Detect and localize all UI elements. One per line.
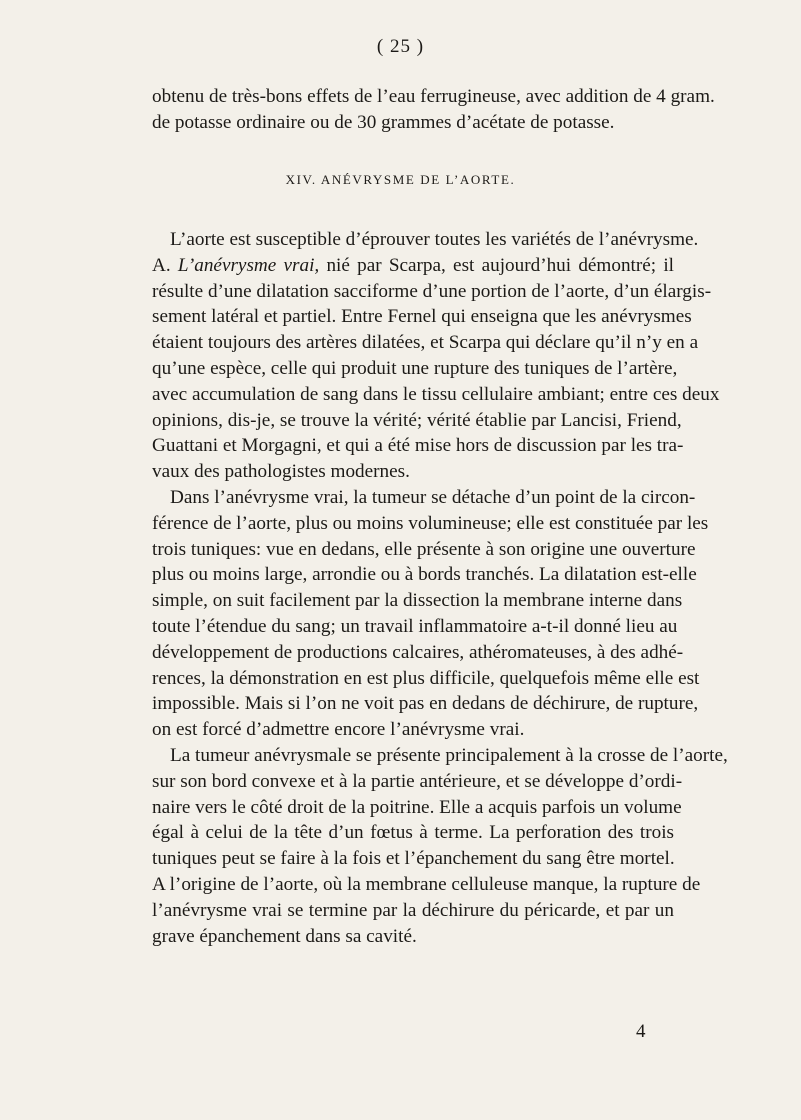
intro-paragraph — [152, 84, 715, 136]
page-number: ( 25 ) — [376, 36, 425, 57]
text-line: Dans l’anévrysme vrai, la tumeur se détache d’un point de la circon- — [170, 486, 696, 508]
text-line: résulte d’une dilatation sacciforme d’une portion de l’aorte, d’un élargis- — [152, 280, 712, 302]
text-line: impossible. Mais si l’on ne voit pas en dedans de déchirure, de rupture, — [152, 693, 699, 715]
text-line: on est forcé d’admettre encore l’anévrysme vrai. — [152, 719, 525, 741]
text-line: grave épanchement dans sa cavité. — [152, 925, 417, 947]
text-line: simple, on suit facilement par la dissection la membrane interne dans — [152, 590, 683, 612]
text-line: plus ou moins large, arrondie ou à bords tranchés. La dilatation est-elle — [152, 564, 697, 586]
text-line: toute l’étendue du sang; un travail inflammatoire a-t-il donné lieu au — [152, 615, 678, 637]
text-line: étaient toujours des artères dilatées, et Scarpa qui déclare qu’il n’y en a — [152, 332, 699, 354]
text-line: La tumeur anévrysmale se présente principalement à la crosse de l’aorte, — [170, 744, 728, 766]
text-line: obtenu de très-bons effets de l’eau ferrugineuse, avec addition de 4 gram. — [152, 86, 715, 107]
text-line: de potasse ordinaire ou de 30 grammes d’acétate de potasse. — [152, 111, 615, 133]
text-line: tuniques peut se faire à la fois et l’épanchement du sang être mortel. — [152, 848, 675, 870]
text-line: égal à celui de la tête d’un fœtus à terme. La perforation des trois — [152, 822, 674, 844]
text-line: naire vers le côté droit de la poitrine. Elle a acquis parfois un volume — [152, 796, 682, 818]
text-line: sement latéral et partiel. Entre Fernel qui enseigna que les anévrysmes — [152, 306, 692, 328]
text-line: L’aorte est susceptible d’éprouver toutes les variétés de l’anévrysme. — [170, 229, 699, 250]
text-line: avec accumulation de sang dans le tissu cellulaire ambiant; entre ces deux — [152, 383, 720, 405]
text-line: férence de l’aorte, plus ou moins volumineuse; elle est constituée par les — [152, 512, 709, 534]
text-fragment: nié par Scarpa, est aujourd’hui démontré; il — [319, 254, 675, 276]
text-line: développement de productions calcaires, athéromateuses, à des adhé- — [152, 641, 684, 663]
text-line: l’anévrysme vrai se termine par la déchirure du péricarde, et par un — [152, 899, 674, 921]
text-line: qu’une espèce, celle qui produit une rupture des tuniques de l’artère, — [152, 357, 678, 379]
text-line — [152, 253, 674, 279]
text-line: trois tuniques: vue en dedans, elle présente à son origine une ouverture — [152, 538, 696, 560]
body-text — [152, 227, 728, 949]
text-line: opinions, dis-je, se trouve la vérité; vérité établie par Lancisi, Friend, — [152, 409, 682, 431]
text-line: sur son bord convexe et à la partie antérieure, et se développe d’ordi- — [152, 770, 683, 792]
text-line: Guattani et Morgagni, et qui a été mise hors de discussion par les tra- — [152, 435, 684, 457]
section-heading: XIV. ANÉVRYSME DE L’AORTE. — [285, 172, 516, 187]
text-line: rences, la démonstration en est plus difficile, quelquefois même elle est — [152, 667, 700, 689]
text-fragment: A. — [152, 254, 178, 276]
signature-mark: 4 — [636, 1021, 646, 1042]
text-line: vaux des pathologistes modernes. — [152, 461, 410, 483]
italic-term: L’anévrysme vrai, — [177, 254, 320, 276]
text-line: A l’origine de l’aorte, où la membrane celluleuse manque, la rupture de — [152, 873, 701, 895]
